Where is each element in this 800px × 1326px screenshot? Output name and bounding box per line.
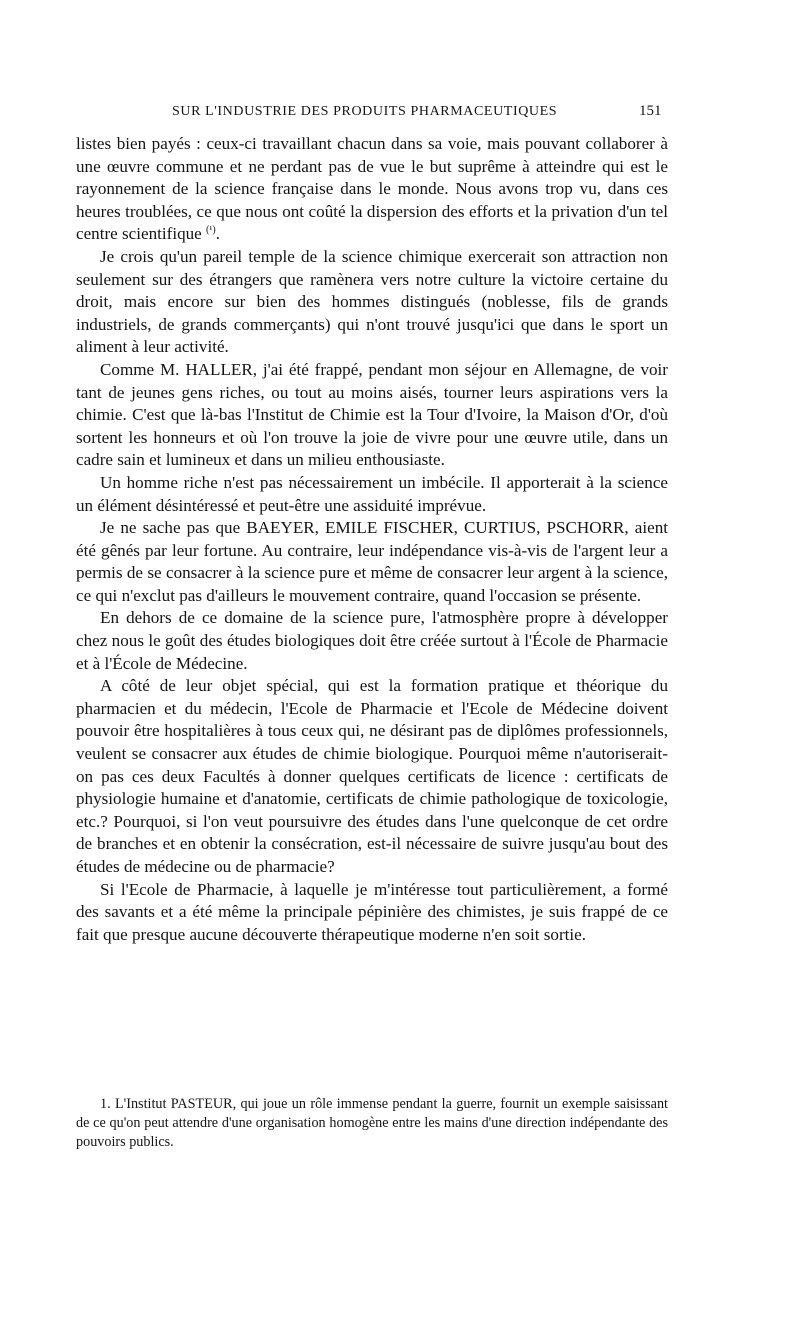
paragraph-6: En dehors de ce domaine de la science pure, l'atmosphère propre à développer chez nous le goût des études biologiques doit être créée surtout à l'École de Pharmacie et à l'École de Médecine. xyxy=(76,608,668,673)
footnote xyxy=(76,1095,668,1152)
paragraph-1-end: . xyxy=(215,224,220,244)
paragraph-1-text: listes bien payés : ceux-ci travaillant chacun dans sa voie, mais pouvant collaborer à une œuvre commune et ne perdant pas de vue le but suprême à atteindre qui est le rayonnement de la science française dans le monde. Nous avons trop vu, dans ces heures troublées, ce que nous ont coûté la dispersion des efforts et la privation d'un tel centre scientifique xyxy=(76,134,668,244)
body-text xyxy=(76,133,668,946)
paragraph-7: A côté de leur objet spécial, qui est la formation pratique et théorique du pharmacien et du médecin, l'Ecole de Pharmacie et l'Ecole de Médecine doivent pouvoir être hospitalières à tous ceux qui, ne désirant pas de diplômes professionnels, veulent se consacrer aux études de chimie biologique. Pourquoi même n'autoriserait-on pas ces deux Facultés à donner quelques certificats de licence : certificats de physiologie humaine et d'anatomie, certificats de chimie pathologique de toxicologie, etc.? Pourquoi, si l'on veut poursuivre des études dans l'une quelconque de cet ordre de branches et en obtenir la consécration, est-il nécessaire de suivre jusqu'au bout des études de médecine ou de pharmacie? xyxy=(76,676,668,876)
paragraph-5: Je ne sache pas que BAEYER, EMILE FISCHER, CURTIUS, PSCHORR, aient été gênés par leur fortune. Au contraire, leur indépendance vis-à-vis de l'argent leur a permis de se consacrer à la science pure et même de consacrer leur argent à la science, ce qui n'exclut pas d'ailleurs le mouvement contraire, quand l'occasion se présente. xyxy=(76,518,668,605)
footnote-text: 1. L'Institut PASTEUR, qui joue un rôle immense pendant la guerre, fournit un exemple saisissant de ce qu'on peut attendre d'une organisation homogène entre les mains d'une direction indépendante des pouvoirs publics. xyxy=(76,1096,668,1150)
paragraph-4: Un homme riche n'est pas nécessairement un imbécile. Il apporterait à la science un élément désintéressé et peut-être une assiduité imprévue. xyxy=(76,472,668,515)
page-number: 151 xyxy=(639,103,662,119)
paragraph-3: Comme M. HALLER, j'ai été frappé, pendant mon séjour en Allemagne, de voir tant de jeunes gens riches, ou tout au moins aisés, tourner leurs aspirations vers la chimie. C'est que là-bas l'Institut de Chimie est la Tour d'Ivoire, la Maison d'Or, d'où sortent les honneurs et où l'on trouve la joie de vivre pour une œuvre utile, dans un cadre sain et lumineux et dans un milieu enthousiaste. xyxy=(76,359,668,470)
paragraph-8: Si l'Ecole de Pharmacie, à laquelle je m'intéresse tout particulièrement, a formé des savants et a été même la principale pépinière des chimistes, je suis frappé de ce fait que presque aucune découverte thérapeutique moderne n'en soit sortie. xyxy=(76,879,668,944)
paragraph-2: Je crois qu'un pareil temple de la science chimique exercerait son attraction non seulement sur des étrangers que ramènera vers notre culture la victoire certaine du droit, mais encore sur bien des hommes distingués (noblesse, fils de grands industriels, de grands commerçants) qui n'ont trouvé jusqu'ici que dans le sport un aliment à leur activité. xyxy=(76,246,668,357)
paragraph-1 xyxy=(76,133,668,246)
footnote-reference: (¹) xyxy=(206,224,216,236)
running-head: SUR L'INDUSTRIE DES PRODUITS PHARMACEUTIQUES xyxy=(172,104,558,119)
